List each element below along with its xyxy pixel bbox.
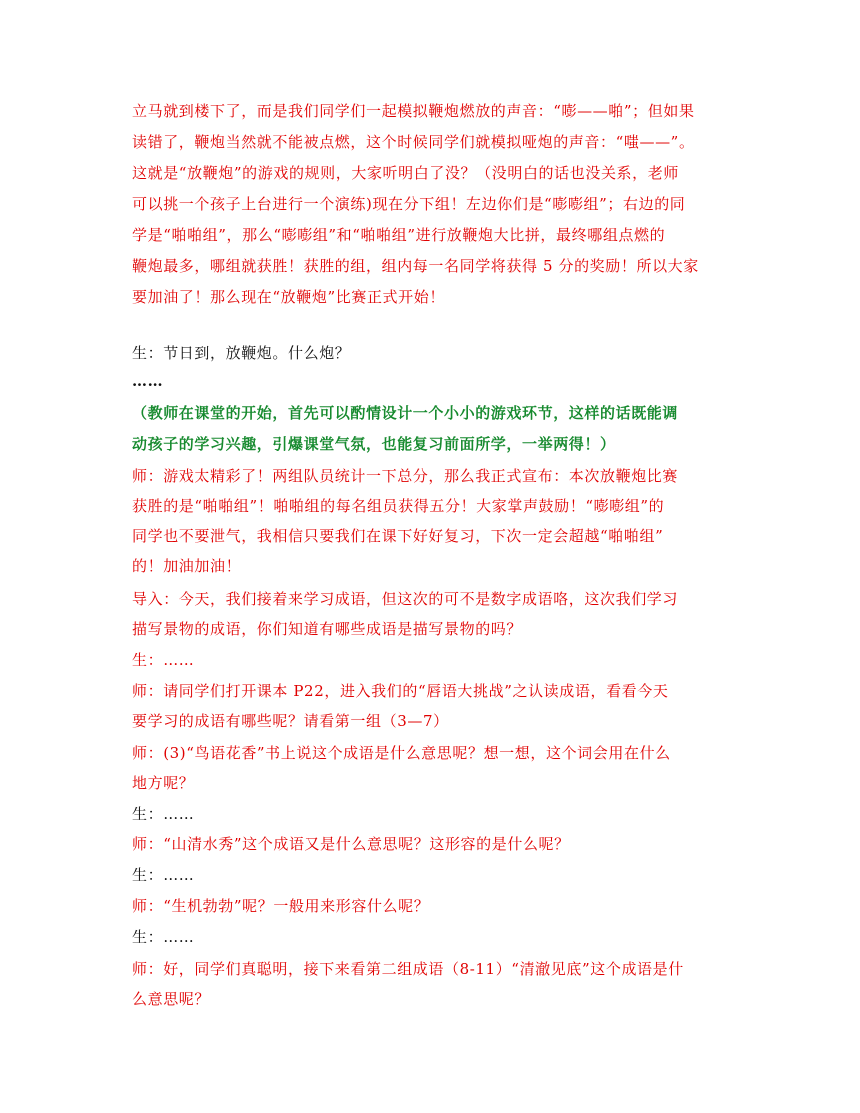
teacher-line: 地方呢？: [132, 774, 195, 792]
lead-in-line: 导入：今天，我们接着来学习成语，但这次的可不是数字成语咯，这次我们学习: [132, 590, 679, 608]
student-answer-2: [132, 646, 732, 675]
intro-paragraph: [132, 96, 732, 313]
intro-line: 读错了，鞭炮当然就不能被点燃，这个时候同学们就模拟哑炮的声音：“嗤——”。: [132, 133, 695, 151]
student-line: 生：……: [132, 805, 195, 823]
student-line: 生：……: [132, 866, 195, 884]
teacher-question-4: [132, 830, 732, 859]
student-answer-3: [132, 800, 732, 829]
teaching-note: [132, 398, 732, 460]
teacher-question-5: [132, 892, 732, 921]
intro-line: 立马就到楼下了，而是我们同学们一起模拟鞭炮燃放的声音：“嘭——啪”；但如果: [132, 102, 695, 120]
teacher-line: 同学也不要泄气，我相信只要我们在课下好好复习，下次一定会超越“啪啪组”: [132, 527, 664, 545]
note-line: （教师在课堂的开始，首先可以酌情设计一个小小的游戏环节，这样的话既能调: [132, 404, 679, 422]
ellipsis-text: ……: [132, 372, 164, 390]
intro-line: 鞭炮最多，哪组就获胜！获胜的组，组内每一名同学将获得 5 分的奖励！所以大家: [132, 257, 699, 275]
teacher-line: 么意思呢？: [132, 990, 211, 1008]
teacher-line: 获胜的是“啪啪组”！啪啪组的每名组员获得五分！大家掌声鼓励！“嘭嘭组”的: [132, 497, 665, 515]
intro-line: 学是“啪啪组”，那么“嘭嘭组”和“啪啪组”进行放鞭炮大比拼，最终哪组点燃的: [132, 226, 666, 244]
teacher-line: 师：游戏太精彩了！两组队员统计一下总分，那么我正式宣布：本次放鞭炮比赛: [132, 467, 679, 485]
lead-in: [132, 584, 732, 644]
student-line: 生：……: [132, 928, 195, 946]
teacher-question-3: [132, 738, 732, 798]
intro-line: 可以挑一个孩子上台进行一个演练)现在分下组！左边你们是“嘭嘭组”；右边的同: [132, 195, 686, 213]
teacher-line: 师：(3)“鸟语花香”书上说这个成语是什么意思呢？想一想，这个词会用在什么: [132, 744, 671, 762]
intro-line: 这就是“放鞭炮”的游戏的规则，大家听明白了没？（没明白的话也没关系，老师: [132, 164, 679, 182]
ellipsis-line: [132, 367, 732, 396]
teacher-line: 要学习的成语有哪些呢？请看第一组（3—7）: [132, 712, 449, 730]
intro-line: 要加油了！那么现在“放鞭炮”比赛正式开始！: [132, 288, 445, 306]
student-line: 生：……: [132, 651, 195, 669]
teacher-line: 师：请同学们打开课本 P22，进入我们的“唇语大挑战”之认读成语，看看今天: [132, 682, 669, 700]
student-answer-1: [132, 339, 732, 368]
teacher-open-book: [132, 676, 732, 736]
teacher-question-6: [132, 954, 732, 1014]
student-line: 生：节日到，放鞭炮。什么炮？: [132, 344, 351, 362]
teacher-result: [132, 461, 732, 581]
teacher-line: 师：好，同学们真聪明，接下来看第二组成语（8-11）“清澈见底”这个成语是什: [132, 960, 684, 978]
teacher-line: 师：“生机勃勃”呢？一般用来形容什么呢？: [132, 897, 430, 915]
lead-in-line: 描写景物的成语，你们知道有哪些成语是描写景物的吗？: [132, 620, 523, 638]
note-line: 动孩子的学习兴趣，引爆课堂气氛，也能复习前面所学，一举两得！）: [132, 435, 616, 453]
teacher-line: 的！加油加油！: [132, 557, 242, 575]
student-answer-4: [132, 861, 732, 890]
teacher-line: 师：“山清水秀”这个成语又是什么意思呢？这形容的是什么呢？: [132, 835, 570, 853]
student-answer-5: [132, 923, 732, 952]
